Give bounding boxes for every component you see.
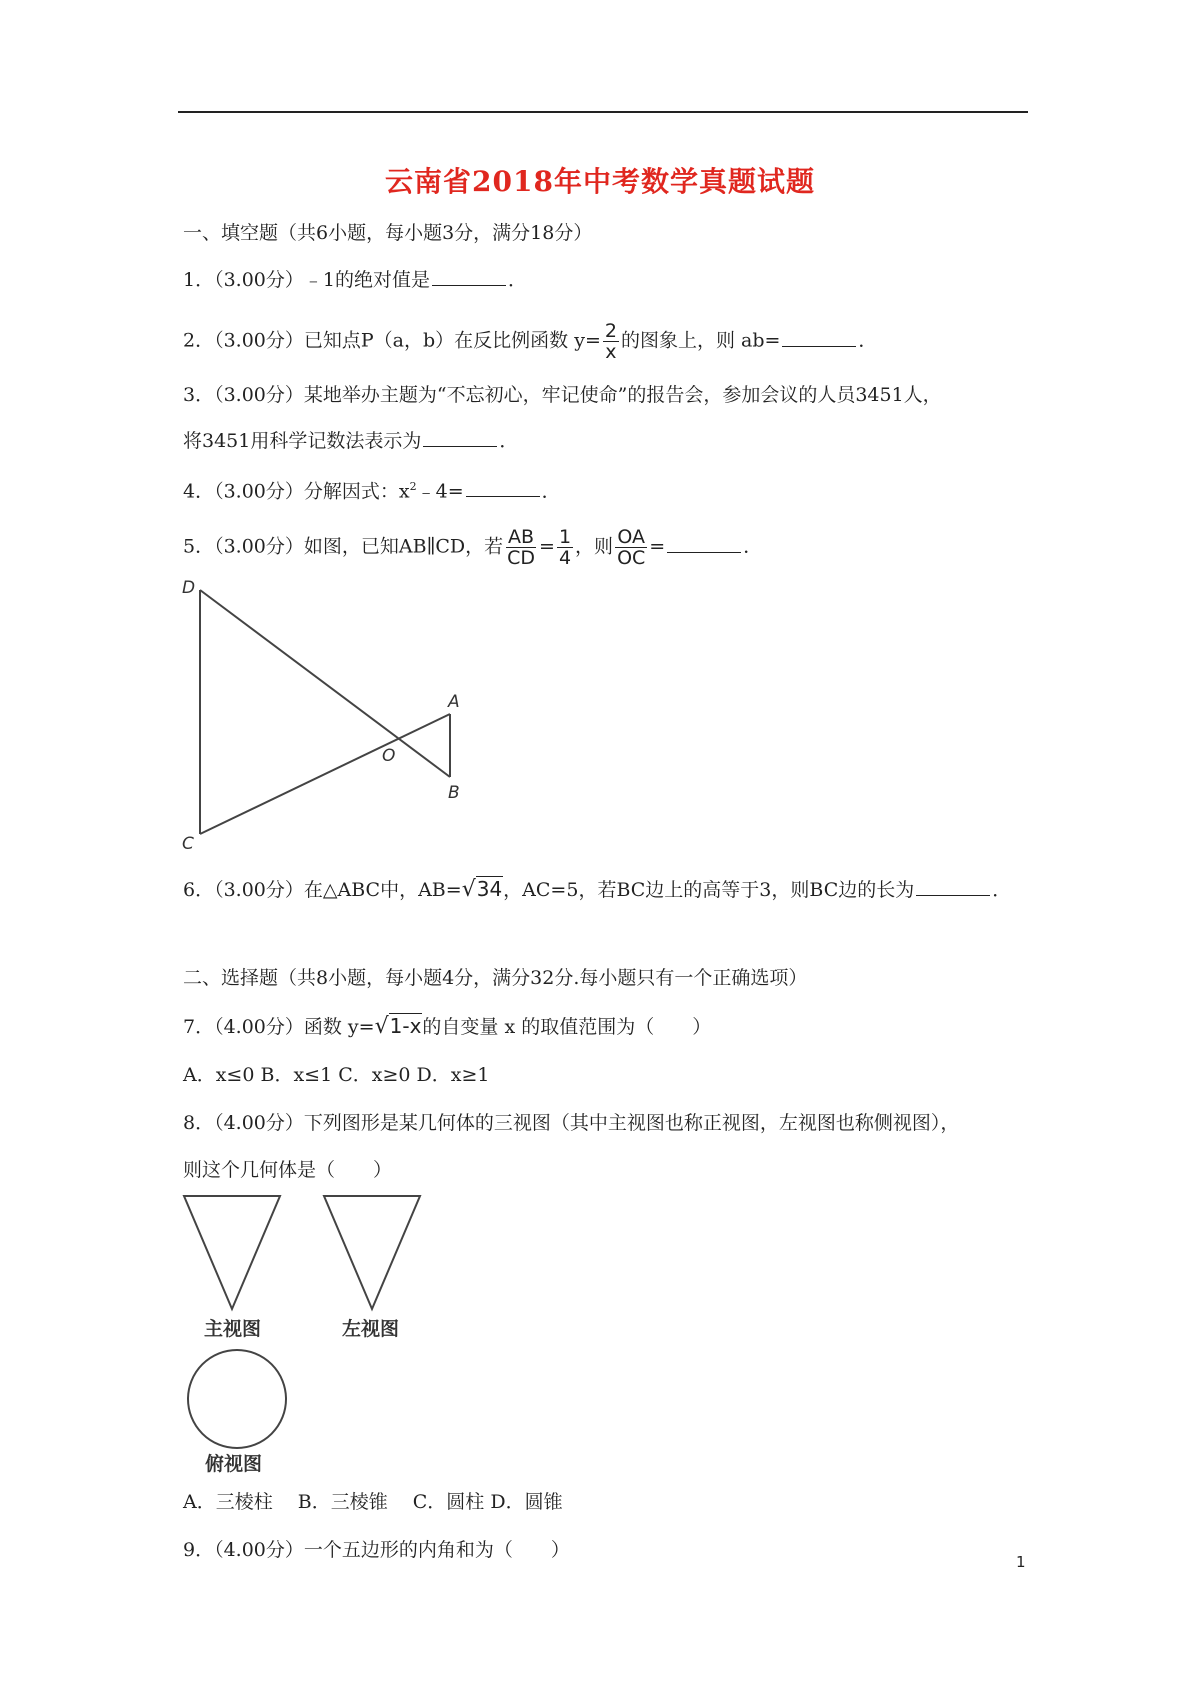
fraction: $\frac{2}{x}$ (604, 320, 617, 363)
top-view-label: 俯视图 (205, 1453, 263, 1475)
question-8-line-2: 则这个几何体是（ ） (183, 1159, 393, 1181)
answer-blank (432, 267, 506, 286)
figure-5-diagram (170, 572, 490, 852)
front-view-label: 主视图 (204, 1318, 262, 1340)
label-c: C (182, 834, 194, 852)
question-8-options: A．三棱柱 B．三棱锥 C．圆柱 D．圆锥 (183, 1491, 563, 1513)
left-view-label: 左视图 (342, 1318, 400, 1340)
segment-ca (200, 714, 450, 834)
label-b: B (448, 783, 460, 803)
question-3-line-1: 3．（3.00分）某地举办主题为“不忘初心，牢记使命”的报告会，参加会议的人员3451人， (183, 384, 942, 406)
question-5: 5．（3.00分）如图，已知AB∥CD，若 $\frac{AB}{CD}$ = $\frac{1}{4}$ ，则 $\frac{OA}{OC}$ = ． (183, 526, 763, 569)
answer-blank (782, 328, 856, 347)
answer-blank (466, 478, 540, 497)
question-7-options: A．x≤0 B．x≤1 C．x≥0 D．x≥1 (183, 1064, 490, 1086)
question-6: 6．（3.00分）在△ABC中，AB=√34，AC=5，若BC边上的高等于3，则BC边的长为 ． (183, 877, 1012, 902)
fraction-oa-oc: $\frac{OA}{OC}$ (617, 526, 646, 569)
answer-blank (667, 534, 741, 553)
answer-blank (423, 428, 497, 447)
question-4: 4．（3.00分）分解因式：$x^2﹣4=$ ． (183, 480, 561, 503)
section-2-heading: 二、选择题（共8小题，每小题4分，满分32分.每小题只有一个正确选项） (183, 967, 808, 989)
answer-blank (916, 877, 990, 896)
fraction-1-4: $\frac{1}{4}$ (558, 526, 572, 569)
label-o: O (382, 746, 396, 766)
fraction-ab-cd: $\frac{AB}{CD}$ (507, 526, 536, 569)
question-9: 9．（4.00分）一个五边形的内角和为（ ） (183, 1539, 570, 1561)
top-view-circle (184, 1346, 290, 1452)
question-7: 7．（4.00分）函数 y=√1-x的自变量 x 的取值范围为（ ） (183, 1014, 712, 1039)
segment-db (200, 590, 450, 777)
sqrt-sign: √ (374, 1014, 389, 1039)
label-d: D (182, 578, 196, 598)
question-1: 1．（3.00分）﹣1的绝对值是 ． (183, 269, 527, 291)
section-1-heading: 一、填空题（共6小题，每小题3分，满分18分） (183, 222, 593, 244)
question-8-line-1: 8．（4.00分）下列图形是某几何体的三视图（其中主视图也称正视图，左视图也称侧视图）， (183, 1112, 960, 1134)
top-rule (178, 111, 1028, 113)
page-number: 1 (1016, 1553, 1026, 1571)
question-2: 2．（3.00分）已知点P（a，b）在反比例函数 y= $\frac{2}{x}$ 的图象上，则 ab= ． (183, 320, 878, 363)
question-3-line-2: 将3451用科学记数法表示为 ． (183, 430, 519, 452)
front-view-triangle (180, 1192, 284, 1314)
sqrt-sign: √ (461, 877, 476, 902)
left-view-triangle (320, 1192, 424, 1314)
label-a: A (448, 692, 460, 712)
page-title: 云南省2018年中考数学真题试题 (385, 165, 815, 198)
